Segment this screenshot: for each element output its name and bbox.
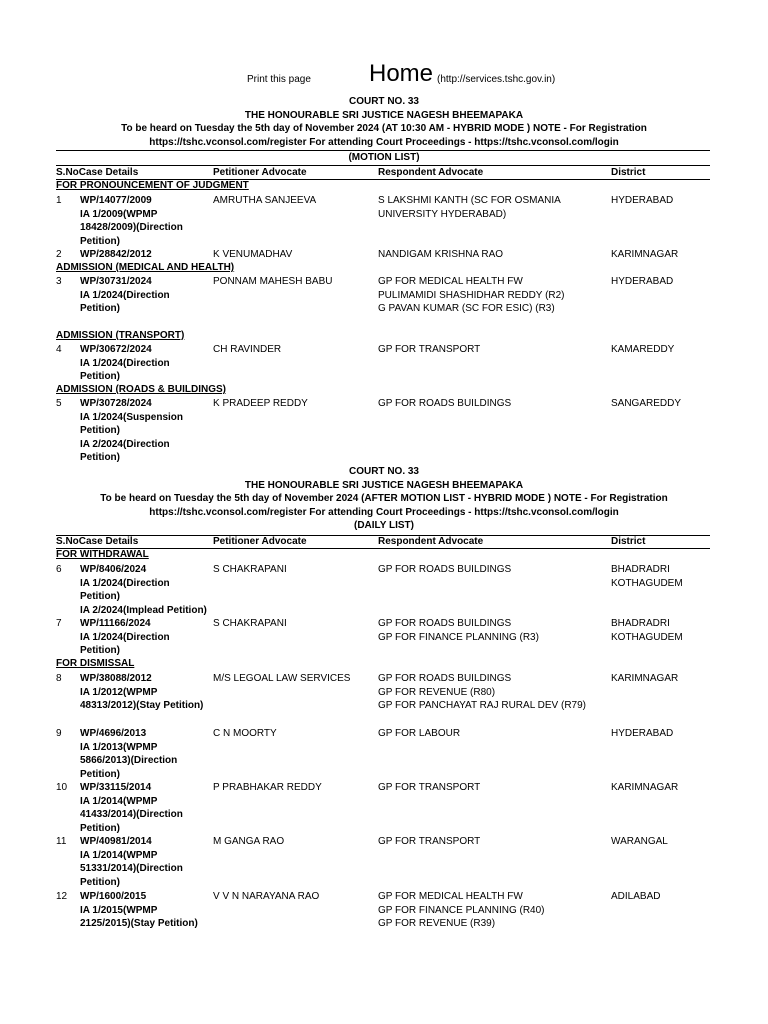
respondent-advocate-line: UNIVERSITY HYDERABAD) <box>378 208 507 220</box>
case-details-line: Petition) <box>80 591 120 603</box>
case-details-line: IA 1/2024(Direction <box>80 577 170 589</box>
petitioner-advocate <box>213 397 373 411</box>
petitioner-advocate-line: K PRADEEP REDDY <box>213 398 308 409</box>
case-details-line: Petition) <box>80 425 120 437</box>
case-details <box>80 890 210 931</box>
case-sno <box>56 727 62 741</box>
case-details-line: IA 1/2024(Suspension <box>80 411 183 423</box>
petitioner-advocate <box>213 727 373 741</box>
respondent-advocate-line: GP FOR MEDICAL HEALTH FW <box>378 276 523 287</box>
case-details-line: WP/8406/2024 <box>80 564 147 575</box>
district <box>611 343 731 357</box>
case-sno <box>56 563 62 577</box>
case-details-line: WP/28842/2012 <box>80 249 152 260</box>
respondent-advocate-line: GP FOR REVENUE (R80) <box>378 686 496 698</box>
case-details-line: IA 1/2015(WPMP <box>80 904 158 916</box>
respondent-advocate-line: GP FOR TRANSPORT <box>378 836 481 847</box>
court-number: COURT NO. 33 <box>348 466 419 477</box>
case-details-line: IA 1/2012(WPMP <box>80 686 158 698</box>
court-header-daily <box>0 465 768 533</box>
case-details-line: WP/14077/2009 <box>80 195 152 206</box>
respondent-advocate-line: GP FOR FINANCE PLANNING (R3) <box>378 631 539 643</box>
petitioner-advocate-line: CH RAVINDER <box>213 344 282 355</box>
respondent-advocate-line: GP FOR FINANCE PLANNING (R40) <box>378 904 545 916</box>
case-details-line: IA 2/2024(Implead Petition) <box>80 604 207 616</box>
case-details <box>80 275 210 316</box>
case-details-line: Petition) <box>80 768 120 780</box>
case-details <box>80 397 210 465</box>
case-details-line: Petition) <box>80 303 120 315</box>
case-details <box>80 563 210 617</box>
case-details-line: 41433/2014)(Direction <box>80 809 183 821</box>
case-details-line: IA 1/2024(Direction <box>80 289 170 301</box>
respondent-advocate-line: GP FOR ROADS BUILDINGS <box>378 398 512 409</box>
district-line: HYDERABAD <box>611 195 674 206</box>
case-details-line: IA 1/2009(WPMP <box>80 208 158 220</box>
divider <box>56 165 710 166</box>
petitioner-advocate <box>213 563 373 577</box>
respondent-advocate-line: G PAVAN KUMAR (SC FOR ESIC) (R3) <box>378 303 555 315</box>
case-details-line: Petition) <box>80 645 120 657</box>
case-details <box>80 672 210 713</box>
petitioner-advocate-line: V V N NARAYANA RAO <box>213 891 320 902</box>
case-details <box>80 781 210 835</box>
respondent-advocate <box>378 397 608 411</box>
case-details <box>80 248 210 262</box>
column-headers: S.NoCase Details Petitioner Advocate Respondent Advocate District <box>56 167 646 178</box>
case-sno-line: 1 <box>56 195 62 206</box>
respondent-advocate-line: GP FOR LABOUR <box>378 728 461 739</box>
petitioner-advocate-line: K VENUMADHAV <box>213 249 293 260</box>
case-sno-line: 8 <box>56 673 62 684</box>
district-line: WARANGAL <box>611 836 668 847</box>
case-details-line: IA 1/2014(WPMP <box>80 849 158 861</box>
district <box>611 672 731 686</box>
district-line: KOTHAGUDEM <box>611 577 683 589</box>
case-sno-line: 6 <box>56 564 62 575</box>
list-type: (MOTION LIST) <box>348 152 420 163</box>
district-line: KOTHAGUDEM <box>611 631 683 643</box>
case-sno-line: 11 <box>56 836 67 847</box>
case-sno-line: 10 <box>56 782 68 793</box>
case-sno-line: 2 <box>56 249 62 260</box>
district-line: SANGAREDDY <box>611 398 682 409</box>
district-line: ADILABAD <box>611 891 661 902</box>
case-details-line: Petition) <box>80 452 120 464</box>
district <box>611 727 731 741</box>
respondent-advocate-line: GP FOR ROADS BUILDINGS <box>378 673 512 684</box>
petitioner-advocate-line: AMRUTHA SANJEEVA <box>213 195 317 206</box>
case-sno <box>56 890 67 904</box>
case-sno <box>56 835 66 849</box>
petitioner-advocate-line: P PRABHAKAR REDDY <box>213 782 322 793</box>
judge-name: THE HONOURABLE SRI JUSTICE NAGESH BHEEMAPAKA <box>244 109 524 121</box>
petitioner-advocate <box>213 890 373 904</box>
case-details-line: 51331/2014)(Direction <box>80 863 183 875</box>
district <box>611 275 731 289</box>
respondent-advocate <box>378 727 608 741</box>
petitioner-advocate-line: S CHAKRAPANI <box>213 564 287 575</box>
case-sno <box>56 781 67 795</box>
case-details <box>80 835 210 889</box>
case-sno-line: 4 <box>56 344 62 355</box>
respondent-advocate <box>378 563 608 577</box>
district-line: KARIMNAGAR <box>611 249 679 260</box>
registration-links: https://tshc.vconsol.com/register For attending Court Proceedings - https://tshc.vconsol.com/login <box>149 506 619 518</box>
home-url: (http://services.tshc.gov.in) <box>437 74 556 85</box>
respondent-advocate-line: GP FOR ROADS BUILDINGS <box>378 618 512 629</box>
respondent-advocate-line: NANDIGAM KRISHNA RAO <box>378 249 504 260</box>
district <box>611 563 731 590</box>
case-sno-line: 9 <box>56 728 62 739</box>
case-sno-line: 12 <box>56 891 68 902</box>
respondent-advocate-line: PULIMAMIDI SHASHIDHAR REDDY (R2) <box>378 289 565 301</box>
respondent-advocate <box>378 617 608 644</box>
section-heading: ADMISSION (MEDICAL AND HEALTH) <box>56 262 235 273</box>
hearing-note: To be heard on Tuesday the 5th day of November 2024 (AT 10:30 AM - HYBRID MODE ) NOTE - For Registration <box>121 123 647 135</box>
top-bar <box>0 60 768 94</box>
respondent-advocate <box>378 781 608 795</box>
court-header-motion <box>0 95 768 149</box>
case-details-line: 2125/2015)(Stay Petition) <box>80 918 198 930</box>
case-sno <box>56 248 62 262</box>
district-line: KARIMNAGAR <box>611 782 679 793</box>
case-details-line: Petition) <box>80 822 120 834</box>
petitioner-advocate <box>213 835 373 849</box>
case-details-line: 18428/2009)(Direction <box>80 222 183 234</box>
petitioner-advocate <box>213 672 373 686</box>
petitioner-advocate-line: M GANGA RAO <box>213 836 285 847</box>
respondent-advocate <box>378 672 608 713</box>
section-heading: FOR PRONOUNCEMENT OF JUDGMENT <box>56 180 249 191</box>
district <box>611 397 731 411</box>
case-details-line: WP/30731/2024 <box>80 276 152 287</box>
case-details-line: WP/33115/2014 <box>80 782 152 793</box>
case-details <box>80 343 210 384</box>
judge-name: THE HONOURABLE SRI JUSTICE NAGESH BHEEMAPAKA <box>244 479 524 491</box>
district-line: BHADRADRI <box>611 564 670 575</box>
case-sno <box>56 397 62 411</box>
district <box>611 890 731 904</box>
case-details <box>80 194 210 248</box>
case-details <box>80 617 210 658</box>
case-details-line: WP/30728/2024 <box>80 398 152 409</box>
case-details-line: 48313/2012)(Stay Petition) <box>80 700 204 712</box>
petitioner-advocate <box>213 617 373 631</box>
court-number: COURT NO. 33 <box>348 96 419 107</box>
case-sno <box>56 275 62 289</box>
petitioner-advocate <box>213 781 373 795</box>
case-details-line: IA 2/2024(Direction <box>80 438 170 450</box>
respondent-advocate <box>378 343 608 357</box>
case-details-line: Petition) <box>80 235 120 247</box>
respondent-advocate-line: S LAKSHMI KANTH (SC FOR OSMANIA <box>378 195 561 206</box>
district-line: HYDERABAD <box>611 276 674 287</box>
respondent-advocate <box>378 835 608 849</box>
case-details-line: WP/40981/2014 <box>80 836 152 847</box>
case-details-line: 5866/2013)(Direction <box>80 755 178 767</box>
case-sno-line: 3 <box>56 276 62 287</box>
column-headers: S.NoCase Details Petitioner Advocate Respondent Advocate District <box>56 536 646 547</box>
case-details-line: IA 1/2024(Direction <box>80 357 170 369</box>
district-line: BHADRADRI <box>611 618 670 629</box>
district-line: HYDERABAD <box>611 728 674 739</box>
case-details <box>80 727 210 781</box>
case-sno <box>56 617 62 631</box>
case-sno <box>56 343 62 357</box>
case-details-line: WP/1600/2015 <box>80 891 147 902</box>
case-sno <box>56 672 62 686</box>
hearing-note: To be heard on Tuesday the 5th day of November 2024 (AFTER MOTION LIST - HYBRID MODE ) NOTE - For Registration <box>100 493 668 505</box>
petitioner-advocate-line: M/S LEGOAL LAW SERVICES <box>213 673 351 684</box>
petitioner-advocate-line: PONNAM MAHESH BABU <box>213 276 333 287</box>
respondent-advocate-line: GP FOR TRANSPORT <box>378 782 481 793</box>
case-details-line: IA 1/2024(Direction <box>80 631 170 643</box>
section-heading: FOR DISMISSAL <box>56 658 135 669</box>
district-line: KAMAREDDY <box>611 344 675 355</box>
district-line: KARIMNAGAR <box>611 673 679 684</box>
district <box>611 781 731 795</box>
district <box>611 194 731 208</box>
case-details-line: WP/4696/2013 <box>80 728 147 739</box>
petitioner-advocate <box>213 194 373 208</box>
case-details-line: IA 1/2013(WPMP <box>80 741 158 753</box>
divider <box>56 548 710 549</box>
respondent-advocate <box>378 890 608 931</box>
respondent-advocate <box>378 194 608 221</box>
home-link[interactable]: Home <box>369 60 434 87</box>
case-sno-line: 5 <box>56 398 62 409</box>
petitioner-advocate-line: C N MOORTY <box>213 728 277 739</box>
section-heading: FOR WITHDRAWAL <box>56 549 149 560</box>
respondent-advocate <box>378 275 608 316</box>
petitioner-advocate <box>213 275 373 289</box>
section-heading: ADMISSION (TRANSPORT) <box>56 330 185 341</box>
district <box>611 835 731 849</box>
respondent-advocate-line: GP FOR TRANSPORT <box>378 344 481 355</box>
district <box>611 248 731 262</box>
case-details-line: Petition) <box>80 371 120 383</box>
petitioner-advocate <box>213 343 373 357</box>
print-page-link[interactable]: Print this page <box>247 74 311 85</box>
petitioner-advocate <box>213 248 373 262</box>
section-heading: ADMISSION (ROADS & BUILDINGS) <box>56 384 226 395</box>
case-details-line: WP/38088/2012 <box>80 673 152 684</box>
petitioner-advocate-line: S CHAKRAPANI <box>213 618 287 629</box>
respondent-advocate <box>378 248 608 262</box>
respondent-advocate-line: GP FOR ROADS BUILDINGS <box>378 564 512 575</box>
district <box>611 617 731 644</box>
respondent-advocate-line: GP FOR REVENUE (R39) <box>378 918 496 930</box>
respondent-advocate-line: GP FOR MEDICAL HEALTH FW <box>378 891 523 902</box>
list-type: (DAILY LIST) <box>353 520 414 532</box>
case-details-line: IA 1/2014(WPMP <box>80 795 158 807</box>
case-details-line: WP/30672/2024 <box>80 344 152 355</box>
case-sno <box>56 194 62 208</box>
case-details-line: WP/11166/2024 <box>80 618 151 629</box>
respondent-advocate-line: GP FOR PANCHAYAT RAJ RURAL DEV (R79) <box>378 700 587 712</box>
case-sno-line: 7 <box>56 618 62 629</box>
registration-links: https://tshc.vconsol.com/register For attending Court Proceedings - https://tshc.vconsol.com/login <box>149 136 619 148</box>
case-details-line: Petition) <box>80 876 120 888</box>
